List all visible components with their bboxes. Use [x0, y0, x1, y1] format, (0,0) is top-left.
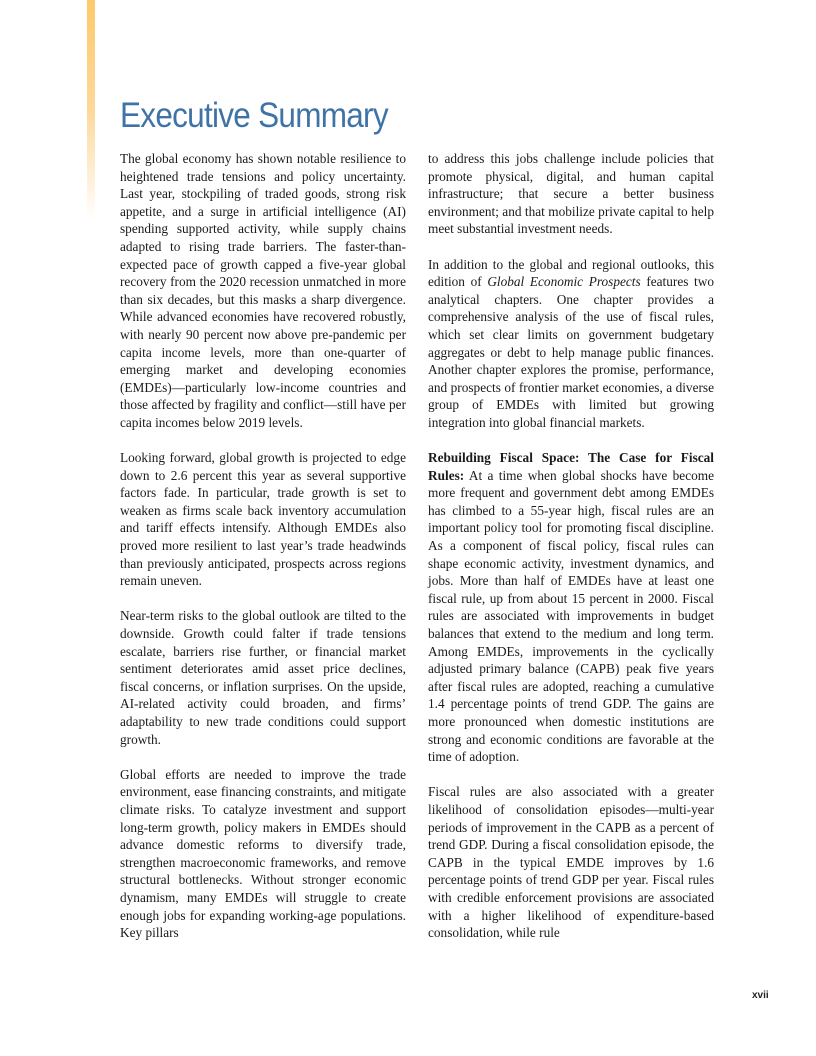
paragraph: Fiscal rules are also associated with a greater likelihood of consolidation episodes—multi-year periods of improvement in the CAPB as a percent of trend GDP. During a fiscal consolidation episode, the CAPB in the typical EMDE improves by 1.6 percentage points of trend GDP per year. Fiscal rules with credible enforcement provisions are associated with a higher likelihood of expenditure-based consolidation, while rule [428, 784, 714, 941]
paragraph [428, 449, 714, 766]
paragraph [428, 256, 714, 432]
text: features two analytical chapters. One chapter provides a comprehensive analysis of the use of fiscal rules, which set clear limits on government budgetary aggregates or debt to help manage public finances. Another chapter explores the promise, performance, and prospects of frontier market economies, a diverse group of EMDEs with limited but growing integration into global financial markets. [428, 274, 714, 430]
paragraph: Looking forward, global growth is projected to edge down to 2.6 percent this year as several supportive factors fade. In particular, trade growth is set to weaken as firms scale back inventory accumulation and tariff effects intensify. Although EMDEs also proved more resilient to last year’s trade headwinds than previously anticipated, prospects across regions remain uneven. [120, 450, 406, 589]
publication-title: Global Economic Prospects [487, 274, 641, 290]
left-column [120, 150, 406, 959]
text: At a time when global shocks have become more frequent and government debt among EMDEs has climbed to a 55-year high, fiscal rules are an important policy tool for promoting fiscal discipline. As a component of fiscal policy, fiscal rules can shape economic activity, investment dynamics, and jobs. More than half of EMDEs have at least one fiscal rule, up from about 15 percent in 2000. Fiscal rules are associated with improvements in budget balances that extend to the medium and long term. Among EMDEs, improvements in the cyclically adjusted primary balance (CAPB) peak five years after fiscal rules are adopted, reaching a cumulative 1.4 percentage points of trend GDP. The gains are more pronounced when domestic institutions are strong and economic conditions are favorable at the time of adoption. [428, 467, 714, 765]
decorative-accent-bar [87, 0, 95, 220]
page-number: xvii [752, 990, 769, 1001]
page-title: Executive Summary [120, 96, 388, 135]
paragraph: Global efforts are needed to improve the trade environment, ease financing constraints, and mitigate climate risks. To catalyze investment and support long-term growth, policy makers in EMDEs should advance domestic reforms to diversify trade, strengthen macroeconomic frameworks, and remove structural bottlenecks. Without stronger economic dynamism, many EMDEs will struggle to create enough jobs for expanding working-age populations. Key pillars [120, 766, 406, 941]
paragraph: The global economy has shown notable resilience to heightened trade tensions and policy uncertainty. Last year, stockpiling of traded goods, strong risk appetite, and a surge in artificial intelligence (AI) spending supported activity, while supply chains adapted to rising trade barriers. The faster-than-expected pace of growth capped a five-year global recovery from the 2020 recession unmatched in more than six decades, but this masks a sharp divergence. While advanced economies have recovered robustly, with nearly 90 percent now above pre-pandemic per capita income levels, more than one-quarter of emerging market and developing economies (EMDEs)—particularly low-income countries and those affected by fragility and conflict—still have per capita incomes below 2019 levels. [120, 151, 406, 430]
text: In addition to the global and regional outlooks, this edition of [428, 256, 714, 290]
right-column [428, 150, 714, 959]
paragraph: to address this jobs challenge include policies that promote physical, digital, and human capital infrastructure; that secure a better business environment; and that mobilize private capital to help meet substantial investment needs. [428, 151, 714, 237]
section-heading: Rebuilding Fiscal Space: The Case for Fiscal Rules: [428, 450, 714, 483]
paragraph: Near-term risks to the global outlook are tilted to the downside. Growth could falter if trade tensions escalate, barriers rise further, or financial market sentiment deteriorates amid asset price declines, fiscal concerns, or inflation surprises. On the upside, AI-related activity could broaden, and firms’ adaptability to new trade conditions could support growth. [120, 608, 406, 747]
